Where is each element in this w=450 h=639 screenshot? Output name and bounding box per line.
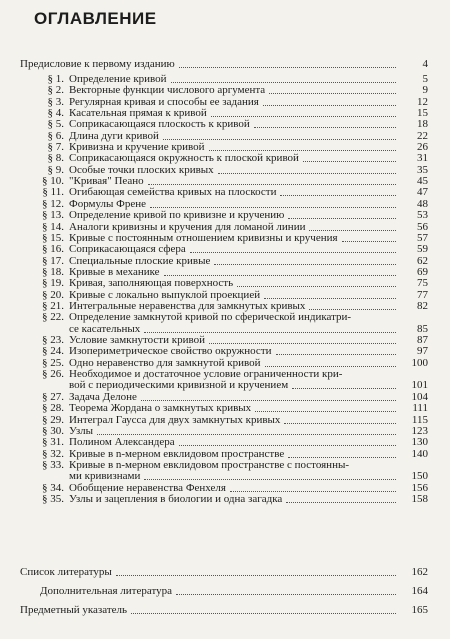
toc-entry-title: Определение замкнутой кривой по сферической индикатри- — [69, 311, 352, 323]
toc-entry-title: Предметный указатель — [20, 604, 128, 616]
toc-page-number: 150 — [411, 470, 428, 482]
toc-page-number: 57 — [417, 232, 428, 244]
toc-section-number: § 32. — [42, 448, 64, 460]
toc-page-number: 164 — [411, 585, 428, 597]
toc-page-number: 104 — [411, 391, 428, 403]
toc-entry-title: Соприкасающаяся сфера — [69, 243, 186, 255]
toc-page-number: 48 — [417, 198, 428, 210]
toc-entry-title: Кривые с постоянным отношением кривизны и кручения — [69, 232, 338, 244]
dot-leader — [264, 297, 396, 299]
toc-section-number: § 16. — [42, 243, 64, 255]
toc-entry-title: Кривые в механике — [69, 266, 160, 278]
toc-page-number: 53 — [417, 209, 428, 221]
toc-page-number: 158 — [411, 493, 428, 505]
toc-page-number: 9 — [422, 84, 428, 96]
toc-section-number: § 33. — [42, 459, 64, 471]
toc-section-number: § 15. — [42, 232, 64, 244]
toc-page-number: 123 — [411, 425, 428, 437]
dot-leader — [218, 172, 396, 174]
toc-entry-title: Определение кривой по кривизне и кручению — [69, 209, 285, 221]
toc-entry-title: Касательная прямая к кривой — [69, 107, 207, 119]
dot-leader — [179, 66, 396, 68]
dot-leader — [286, 501, 396, 503]
toc-section-number: § 12. — [42, 198, 64, 210]
toc-section-number: § 6. — [47, 130, 64, 142]
dot-leader — [309, 229, 396, 231]
toc-page-number: 18 — [417, 118, 428, 130]
toc-entry-title-continued: се касательных — [69, 323, 141, 335]
toc-backmatter-2 — [0, 585, 450, 598]
toc-entry-title: Условие замкнутости кривой — [69, 334, 205, 346]
toc-section-number: § 19. — [42, 277, 64, 289]
dot-leader — [179, 444, 396, 446]
dot-leader — [263, 104, 396, 106]
toc-page-number: 111 — [412, 402, 428, 414]
toc-entry-title: Полином Александера — [69, 436, 175, 448]
toc-section-number: § 3. — [47, 96, 64, 108]
toc-section-number: § 25. — [42, 357, 64, 369]
toc-section-number: § 11. — [42, 186, 64, 198]
toc-page-number: 5 — [422, 73, 428, 85]
toc-entry-title: Одно неравенство для замкнутой кривой — [69, 357, 261, 369]
toc-section-number: § 14. — [42, 221, 64, 233]
dot-leader — [209, 149, 396, 151]
toc-section-number: § 35. — [42, 493, 64, 505]
toc-entry-preface — [0, 58, 450, 71]
toc-section-number: § 21. — [42, 300, 64, 312]
toc-entry-title: Кривые в n-мерном евклидовом пространстве — [69, 448, 285, 460]
dot-leader — [292, 387, 396, 389]
toc-section-number: § 10. — [42, 175, 64, 187]
dot-leader — [144, 478, 396, 480]
toc-page-number: 156 — [411, 482, 428, 494]
dot-leader — [141, 399, 396, 401]
toc-entry-title: Узлы — [69, 425, 94, 437]
dot-leader — [254, 126, 396, 128]
toc-section-number: § 28. — [42, 402, 64, 414]
toc-section-number: § 24. — [42, 345, 64, 357]
toc-page-number: 140 — [411, 448, 428, 460]
toc-entry-title-continued: вой с периодическими кривизной и кручением — [69, 379, 289, 391]
toc-page-number: 165 — [411, 604, 428, 616]
toc-backmatter-1 — [0, 566, 450, 579]
toc-entry-title: Регулярная кривая и способы ее задания — [69, 96, 259, 108]
toc-section-number: § 34. — [42, 482, 64, 494]
dot-leader — [342, 240, 396, 242]
toc-section-number: § 22. — [42, 311, 64, 323]
toc-page-number: 75 — [417, 277, 428, 289]
toc-entry-title: Длина дуги кривой — [69, 130, 159, 142]
toc-page-number: 31 — [417, 152, 428, 164]
toc-page-number: 26 — [417, 141, 428, 153]
toc-section-number: § 30. — [42, 425, 64, 437]
toc-entry-title: Узлы и зацепления в биологии и одна загадка — [69, 493, 283, 505]
toc-section-number: § 2. — [47, 84, 64, 96]
toc-entry-title: Кривая, заполняющая поверхность — [69, 277, 234, 289]
dot-leader — [309, 308, 396, 310]
dot-leader — [131, 612, 396, 614]
toc-page-number: 69 — [417, 266, 428, 278]
toc-section-number: § 27. — [42, 391, 64, 403]
toc-entry-title: Соприкасающаяся плоскость к кривой — [69, 118, 250, 130]
toc-entry-title-continued: ми кривизнами — [69, 470, 141, 482]
toc-entry-title: Кривизна и кручение кривой — [69, 141, 205, 153]
toc-section-number: § 20. — [42, 289, 64, 301]
dot-leader — [190, 251, 396, 253]
toc-page-number: 82 — [417, 300, 428, 312]
toc-section-number: § 17. — [42, 255, 64, 267]
dot-leader — [303, 160, 396, 162]
page-title: ОГЛАВЛЕНИЕ — [34, 9, 157, 28]
toc-page-number: 56 — [417, 221, 428, 233]
dot-leader — [163, 138, 396, 140]
toc-page-number: 85 — [417, 323, 428, 335]
toc-page-number: 35 — [417, 164, 428, 176]
toc-section-number: § 9. — [47, 164, 64, 176]
toc-page-number: 22 — [417, 130, 428, 142]
toc-entry-title: Определение кривой — [69, 73, 167, 85]
dot-leader — [230, 490, 396, 492]
toc-entry-title: Дополнительная литература — [40, 585, 172, 597]
toc-page-number: 100 — [411, 357, 428, 369]
toc-section-number: § 31. — [42, 436, 64, 448]
toc-page-number: 101 — [411, 379, 428, 391]
dot-leader — [265, 365, 396, 367]
dot-leader — [171, 81, 396, 83]
toc-entry-title: Аналоги кривизны и кручения для ломаной линии — [69, 221, 306, 233]
dot-leader — [237, 285, 396, 287]
toc-section-number: § 1. — [47, 73, 64, 85]
toc-entry-title: Необходимое и достаточное условие ограниченности кри- — [69, 368, 343, 380]
dot-leader — [288, 217, 396, 219]
dot-leader — [209, 342, 396, 344]
toc-entry-title: Специальные плоские кривые — [69, 255, 211, 267]
toc-entry-title: Изопериметрическое свойство окружности — [69, 345, 272, 357]
dot-leader — [150, 206, 396, 208]
dot-leader — [148, 183, 396, 185]
dot-leader — [176, 593, 396, 595]
toc-section-number: § 4. — [47, 107, 64, 119]
toc-section-number: § 26. — [42, 368, 64, 380]
toc-section-number: § 7. — [47, 141, 64, 153]
toc-entry-title: Теорема Жордана о замкнутых кривых — [69, 402, 252, 414]
toc-section-number: § 5. — [47, 118, 64, 130]
toc-page-number: 115 — [411, 414, 428, 426]
toc-page-number: 130 — [411, 436, 428, 448]
toc-section-35 — [0, 493, 450, 506]
toc-section-number: § 23. — [42, 334, 64, 346]
toc-page-number: 4 — [422, 58, 428, 70]
dot-leader — [269, 92, 396, 94]
toc-section-number: § 18. — [42, 266, 64, 278]
dot-leader — [276, 353, 396, 355]
dot-leader — [116, 574, 396, 576]
toc-section-number: § 8. — [47, 152, 64, 164]
toc-entry-title: Векторные функции числового аргумента — [69, 84, 266, 96]
dot-leader — [214, 263, 396, 265]
toc-page-number: 12 — [417, 96, 428, 108]
toc-entry-title: Интегральные неравенства для замкнутых кривых — [69, 300, 306, 312]
toc-entry-title: Задача Делоне — [69, 391, 137, 403]
toc-page-number: 62 — [417, 255, 428, 267]
dot-leader — [164, 274, 396, 276]
toc-entry-title: "Кривая" Пеано — [69, 175, 144, 187]
dot-leader — [211, 115, 396, 117]
toc-page-number: 162 — [411, 566, 428, 578]
toc-page-number: 45 — [417, 175, 428, 187]
toc-entry-title: Кривые в n-мерном евклидовом пространстве с постоянны- — [69, 459, 350, 471]
toc-entry-title: Список литературы — [20, 566, 112, 578]
toc-page-number: 15 — [417, 107, 428, 119]
toc-entry-title: Формулы Френе — [69, 198, 146, 210]
toc-entry-title: Особые точки плоских кривых — [69, 164, 214, 176]
dot-leader — [144, 331, 396, 333]
toc-section-number: § 29. — [42, 414, 64, 426]
toc-page-number: 59 — [417, 243, 428, 255]
dot-leader — [280, 194, 396, 196]
dot-leader — [255, 410, 396, 412]
toc-page-number: 97 — [417, 345, 428, 357]
dot-leader — [288, 456, 396, 458]
toc-entry-title: Соприкасающаяся окружность к плоской кривой — [69, 152, 299, 164]
toc-entry-title: Кривые с локально выпуклой проекцией — [69, 289, 261, 301]
toc-backmatter-3 — [0, 604, 450, 617]
toc-entry-title: Обобщение неравенства Фенхеля — [69, 482, 226, 494]
toc-entry-title: Предисловие к первому изданию — [20, 58, 175, 70]
toc-entry-title: Интеграл Гаусса для двух замкнутых кривых — [69, 414, 281, 426]
toc-page-number: 77 — [417, 289, 428, 301]
toc-section-number: § 13. — [42, 209, 64, 221]
toc-entry-title: Огибающая семейства кривых на плоскости — [69, 186, 277, 198]
dot-leader — [97, 433, 396, 435]
toc-page-number: 47 — [417, 186, 428, 198]
toc-page-number: 87 — [417, 334, 428, 346]
dot-leader — [284, 422, 396, 424]
